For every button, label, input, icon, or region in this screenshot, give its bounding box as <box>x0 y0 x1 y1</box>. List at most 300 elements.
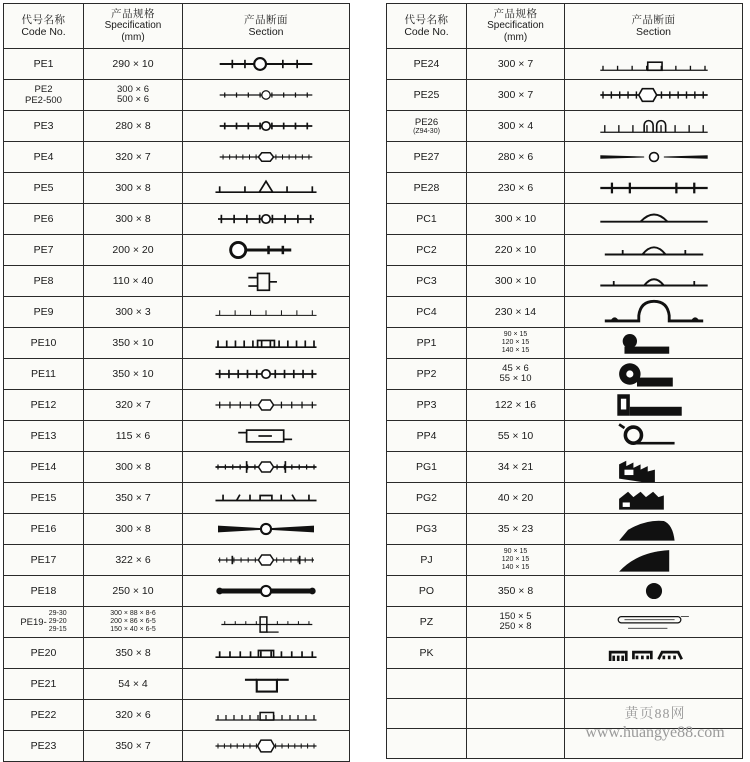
table-row <box>387 173 743 204</box>
spec-text: 122 × 16 <box>494 399 537 411</box>
spec-line: 200 × 86 × 6-5 <box>110 618 156 625</box>
code-text: PP1 <box>416 337 437 349</box>
pe10-section-icon <box>186 328 346 358</box>
right-spec-table <box>386 3 743 759</box>
code-variant: 29-30 <box>48 610 67 617</box>
code-cell <box>387 452 467 483</box>
pe6-section-icon <box>186 204 346 234</box>
spec-line: 140 × 15 <box>501 564 530 571</box>
pz-section-icon <box>569 607 739 637</box>
table-header-row <box>4 4 350 49</box>
spec-text: 350 × 7 <box>115 492 151 504</box>
spec-cell <box>84 359 183 390</box>
section-cell <box>565 576 743 607</box>
section-cell <box>183 607 350 638</box>
spec-cell <box>84 235 183 266</box>
section-cell <box>183 700 350 731</box>
section-cell <box>565 142 743 173</box>
table-row <box>387 483 743 514</box>
pe27-section-icon <box>569 142 739 172</box>
spec-text: 35 × 23 <box>497 523 534 535</box>
spec-text: 320 × 6 <box>115 709 151 721</box>
code-text: PG1 <box>415 461 437 473</box>
pc2-section-icon <box>569 235 739 265</box>
code-column-header <box>4 4 84 49</box>
table-row <box>4 111 350 142</box>
spec-cell <box>84 483 183 514</box>
code-header-cn: 代号名称 <box>404 14 449 26</box>
pe9-section-icon <box>186 297 346 327</box>
code-text: PE17 <box>30 554 57 566</box>
section-cell <box>565 173 743 204</box>
table-row <box>387 421 743 452</box>
pe28-section-icon <box>569 173 739 203</box>
section-cell <box>183 514 350 545</box>
code-cell <box>4 297 84 328</box>
spec-text: 300 × 3 <box>115 306 151 318</box>
code-text: PP2 <box>416 368 437 380</box>
table-row <box>4 452 350 483</box>
code-cell <box>387 204 467 235</box>
code-variant-list <box>49 610 67 634</box>
spec-text: 350 × 10 <box>112 337 154 349</box>
code-text: PJ <box>420 554 433 566</box>
code-text: PE4 <box>33 151 54 163</box>
section-cell <box>565 111 743 142</box>
code-cell <box>387 111 467 142</box>
code-text: PC2 <box>416 244 437 256</box>
code-text: PE6 <box>33 213 54 225</box>
spec-cell <box>84 142 183 173</box>
code-cell <box>4 49 84 80</box>
table-row <box>4 638 350 669</box>
section-cell <box>565 297 743 328</box>
spec-cell <box>467 359 565 390</box>
code-variant: 29-15 <box>48 626 67 633</box>
spec-header-cn: 产品规格 <box>493 8 538 20</box>
code-cell <box>4 483 84 514</box>
code-text: PE16 <box>30 523 57 535</box>
spec-cell <box>84 80 183 111</box>
section-cell <box>183 142 350 173</box>
code-cell <box>387 699 467 729</box>
spec-cell <box>467 452 565 483</box>
code-cell <box>387 235 467 266</box>
spec-text: 300 × 4 <box>497 120 534 132</box>
section-header-en: Section <box>635 26 672 38</box>
watermark-url: www.huangye88.com <box>585 724 725 741</box>
table-row <box>387 452 743 483</box>
spec-line: 300 × 88 × 8-6 <box>110 610 156 617</box>
pe3-section-icon <box>186 111 346 141</box>
spec-line: 150 × 40 × 6-5 <box>110 626 156 633</box>
code-cell <box>4 328 84 359</box>
spec-cell <box>84 49 183 80</box>
code-text: PE27 <box>413 151 440 163</box>
section-header-cn: 产品断面 <box>244 14 288 26</box>
spec-text: 300 × 10 <box>494 213 537 225</box>
code-text: PE5 <box>33 182 54 194</box>
code-variant: 29-20 <box>48 618 67 625</box>
code-text: PE21 <box>30 678 57 690</box>
spec-text: 300 × 8 <box>115 523 151 535</box>
spec-text: 200 × 20 <box>112 244 154 256</box>
code-text: PP4 <box>416 430 437 442</box>
code-text: PO <box>418 585 435 597</box>
code-subtext: (Z94-30) <box>413 127 440 135</box>
code-cell <box>387 545 467 576</box>
code-cell <box>4 638 84 669</box>
pe7-section-icon <box>186 235 346 265</box>
code-text: PE7 <box>33 244 54 256</box>
spec-cell <box>467 421 565 452</box>
spec-column-header <box>84 4 183 49</box>
spec-header-en: Specification <box>104 20 162 31</box>
spec-text: 300 × 7 <box>497 58 534 70</box>
spec-cell <box>467 390 565 421</box>
spec-text: 230 × 6 <box>497 182 534 194</box>
code-text: PE18 <box>30 585 57 597</box>
table-row <box>387 204 743 235</box>
section-column-header <box>565 4 743 49</box>
pc3-section-icon <box>569 266 739 296</box>
spec-cell <box>84 514 183 545</box>
table-row <box>387 266 743 297</box>
section-cell <box>565 235 743 266</box>
code-with-variants <box>4 610 83 634</box>
code-cell <box>387 142 467 173</box>
code-cell <box>4 607 84 638</box>
spec-cell <box>467 483 565 514</box>
pe11-section-icon <box>186 359 346 389</box>
pe18-section-icon <box>186 576 346 606</box>
spec-text: 220 × 10 <box>494 244 537 256</box>
code-header-en: Code No. <box>404 26 449 38</box>
section-cell <box>183 731 350 762</box>
spec-text: 322 × 6 <box>115 554 151 566</box>
pe25-section-icon <box>569 80 739 110</box>
spec-cell <box>467 514 565 545</box>
code-cell <box>387 390 467 421</box>
code-cell <box>4 731 84 762</box>
section-cell <box>183 111 350 142</box>
table-row <box>4 731 350 762</box>
table-header-row <box>387 4 743 49</box>
spec-line: 120 × 15 <box>501 556 530 563</box>
spec-cell <box>467 142 565 173</box>
code-text: PE11 <box>31 368 56 380</box>
code-cell <box>4 545 84 576</box>
pe26-section-icon <box>569 111 739 141</box>
pp3-section-icon <box>569 390 739 420</box>
right-table-body <box>387 49 743 759</box>
spec-text: 55 × 10 <box>497 430 534 442</box>
spec-text: 34 × 21 <box>497 461 534 473</box>
spec-cell <box>84 421 183 452</box>
code-cell <box>387 80 467 111</box>
spec-cell <box>467 699 565 729</box>
code-cell <box>387 266 467 297</box>
section-cell <box>183 545 350 576</box>
pg1-section-icon <box>569 452 739 482</box>
spec-text: 300 × 7 <box>497 89 534 101</box>
code-cell <box>387 607 467 638</box>
table-row <box>387 669 743 699</box>
table-row <box>4 297 350 328</box>
code-text: PE9 <box>33 306 54 318</box>
code-cell <box>4 700 84 731</box>
code-text: PE8 <box>33 275 54 287</box>
spec-cell <box>84 607 183 638</box>
spec-cell <box>467 669 565 699</box>
code-text: PE20 <box>30 647 57 659</box>
spec-cell <box>467 80 565 111</box>
pe8-section-icon <box>186 266 346 296</box>
code-text: PC1 <box>416 213 437 225</box>
code-cell <box>387 421 467 452</box>
table-row <box>387 235 743 266</box>
watermark <box>560 706 750 742</box>
code-text: PE2 <box>34 84 53 95</box>
code-text: PE13 <box>30 430 57 442</box>
pg2-section-icon <box>569 483 739 513</box>
code-text: PP3 <box>416 399 437 411</box>
code-cell <box>387 328 467 359</box>
code-text: PE3 <box>33 120 54 132</box>
table-row <box>4 204 350 235</box>
section-cell <box>183 80 350 111</box>
spec-cell <box>84 700 183 731</box>
spec-text: 110 × 40 <box>112 275 154 287</box>
code-cell <box>387 359 467 390</box>
spec-text: 40 × 20 <box>497 492 534 504</box>
code-cell <box>387 483 467 514</box>
section-cell <box>183 638 350 669</box>
pe20-section-icon <box>186 638 346 668</box>
spec-cell <box>467 111 565 142</box>
spec-cell <box>467 173 565 204</box>
left-table-body <box>4 49 350 762</box>
spec-text: 350 × 10 <box>112 368 154 380</box>
table-row <box>4 173 350 204</box>
spec-text: 280 × 6 <box>497 151 534 163</box>
spec-cell <box>84 111 183 142</box>
table-row <box>4 142 350 173</box>
code-text: PZ <box>419 616 434 628</box>
table-row <box>387 297 743 328</box>
pp2-section-icon <box>569 359 739 389</box>
table-row <box>387 576 743 607</box>
code-cell <box>387 49 467 80</box>
code-header-cn: 代号名称 <box>21 14 66 26</box>
section-cell <box>183 235 350 266</box>
section-cell <box>565 607 743 638</box>
table-row <box>387 80 743 111</box>
section-cell <box>183 328 350 359</box>
code-cell <box>4 142 84 173</box>
section-cell <box>565 545 743 576</box>
po-section-icon <box>569 576 739 606</box>
code-cell <box>4 576 84 607</box>
spec-cell <box>467 638 565 669</box>
table-row <box>4 607 350 638</box>
table-row <box>387 514 743 545</box>
pe12-section-icon <box>186 390 346 420</box>
section-cell <box>183 390 350 421</box>
section-cell <box>183 669 350 700</box>
table-row <box>387 638 743 669</box>
spec-text: 300 × 8 <box>115 182 151 194</box>
section-cell <box>565 638 743 669</box>
pe17-section-icon <box>186 545 346 575</box>
pe4-section-icon <box>186 142 346 172</box>
code-cell <box>4 359 84 390</box>
spec-text: 230 × 14 <box>494 306 537 318</box>
spec-cell <box>467 49 565 80</box>
section-cell <box>565 452 743 483</box>
spec-line: 55 × 10 <box>499 373 532 384</box>
code-cell <box>4 173 84 204</box>
section-column-header <box>183 4 350 49</box>
section-header-cn: 产品断面 <box>631 14 676 26</box>
section-cell <box>183 297 350 328</box>
code-text: PE25 <box>413 89 440 101</box>
spec-cell <box>467 328 565 359</box>
spec-text: 290 × 10 <box>112 58 154 70</box>
table-row <box>4 49 350 80</box>
spec-cell <box>84 638 183 669</box>
section-cell <box>565 390 743 421</box>
pe16-section-icon <box>186 514 346 544</box>
spec-cell <box>84 576 183 607</box>
spec-text: 300 × 8 <box>115 213 151 225</box>
pe14-section-icon <box>186 452 346 482</box>
code-cell <box>4 421 84 452</box>
section-cell <box>565 514 743 545</box>
section-cell <box>183 452 350 483</box>
code-text: PE12 <box>30 399 57 411</box>
spec-line: 250 × 8 <box>499 621 532 632</box>
table-row <box>4 359 350 390</box>
section-cell <box>183 49 350 80</box>
section-cell <box>565 204 743 235</box>
code-cell <box>4 204 84 235</box>
spec-text: 350 × 7 <box>115 740 151 752</box>
table-row <box>387 607 743 638</box>
code-text: PC3 <box>416 275 437 287</box>
spec-cell <box>467 235 565 266</box>
code-cell <box>4 669 84 700</box>
code-cell <box>4 514 84 545</box>
table-row <box>4 669 350 700</box>
section-header-en: Section <box>248 26 284 38</box>
code-text: PE15 <box>30 492 57 504</box>
spec-text: 300 × 6 <box>117 84 149 95</box>
pe15-section-icon <box>186 483 346 513</box>
code-cell <box>387 576 467 607</box>
spec-cell <box>84 204 183 235</box>
pg3-section-icon <box>569 514 739 544</box>
spec-cell <box>84 390 183 421</box>
code-text: PE10 <box>30 337 57 349</box>
code-text-alt: PE2-500 <box>25 95 62 106</box>
spec-text: 54 × 4 <box>118 678 148 690</box>
pe23-section-icon <box>186 731 346 761</box>
spec-cell <box>467 297 565 328</box>
code-text: PE24 <box>413 58 440 70</box>
spec-text: 250 × 10 <box>112 585 154 597</box>
code-text: PG3 <box>415 523 437 535</box>
section-cell <box>565 359 743 390</box>
spec-text: 300 × 10 <box>494 275 537 287</box>
spec-cell <box>84 731 183 762</box>
spec-text: 350 × 8 <box>115 647 151 659</box>
section-cell <box>565 328 743 359</box>
spec-header-cn: 产品规格 <box>111 8 155 20</box>
code-text: PC4 <box>416 306 437 318</box>
pe21-section-icon <box>186 669 346 699</box>
table-row <box>387 142 743 173</box>
table-row <box>4 514 350 545</box>
section-cell <box>183 421 350 452</box>
pc4-section-icon <box>569 297 739 327</box>
spec-text-alt: 500 × 6 <box>117 94 149 105</box>
spec-text: 300 × 8 <box>115 461 151 473</box>
spec-cell <box>84 328 183 359</box>
pe2-section-icon <box>186 80 346 110</box>
spec-text: 280 × 8 <box>115 120 151 132</box>
section-cell <box>565 80 743 111</box>
spec-line: 45 × 6 <box>502 363 529 374</box>
code-cell <box>4 80 84 111</box>
section-cell <box>183 359 350 390</box>
code-text: PE1 <box>33 58 54 70</box>
spec-cell <box>467 729 565 759</box>
pe19-section-icon <box>186 607 346 637</box>
pp4-section-icon <box>569 421 739 451</box>
code-cell <box>4 266 84 297</box>
code-header-en: Code No. <box>21 26 66 38</box>
spec-cell <box>467 576 565 607</box>
spec-cell <box>84 669 183 700</box>
spec-header-en: Specification <box>487 20 544 31</box>
code-text: PK <box>419 647 434 659</box>
spec-column-header <box>467 4 565 49</box>
pe13-section-icon <box>186 421 346 451</box>
spec-text: 350 × 8 <box>497 585 534 597</box>
code-text: PE23 <box>30 740 57 752</box>
table-row <box>387 545 743 576</box>
spec-line: 150 × 5 <box>499 611 532 622</box>
table-row <box>4 545 350 576</box>
code-text: PE19- <box>20 616 47 628</box>
table-row <box>4 483 350 514</box>
table-row <box>4 266 350 297</box>
spec-cell <box>467 607 565 638</box>
watermark-cn: 黄页88网 <box>624 707 686 722</box>
spec-text: 320 × 7 <box>115 399 151 411</box>
section-cell <box>565 421 743 452</box>
spec-line: 140 × 15 <box>501 347 530 354</box>
code-text: PE26 <box>414 116 439 128</box>
spec-cell <box>467 204 565 235</box>
spec-header-unit: (mm) <box>121 32 145 43</box>
pe22-section-icon <box>186 700 346 730</box>
spec-cell <box>467 266 565 297</box>
spec-cell <box>84 173 183 204</box>
spec-line: 120 × 15 <box>501 339 530 346</box>
table-row <box>387 49 743 80</box>
